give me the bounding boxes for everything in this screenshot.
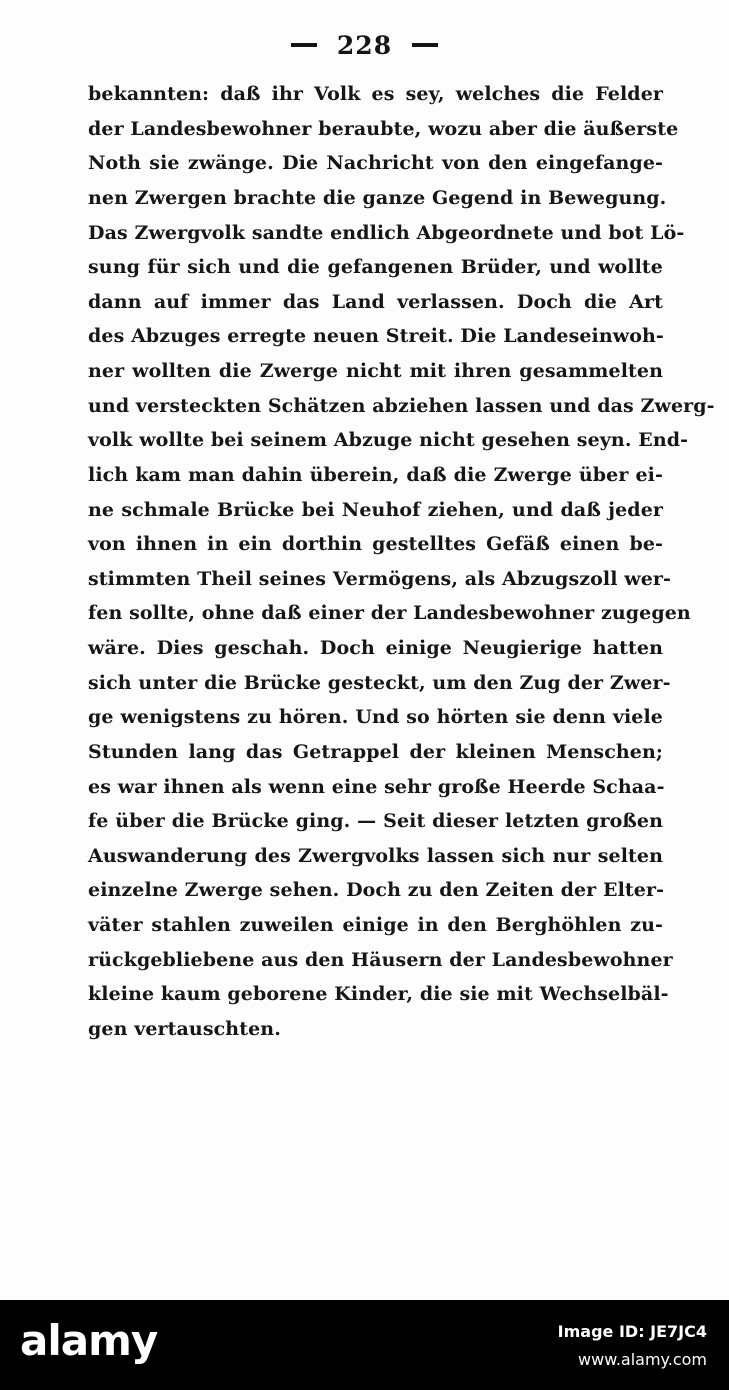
text-line: stimmten Theil seines Vermögens, als Abzugszoll wer- <box>88 567 671 590</box>
left-dash <box>291 43 317 47</box>
text-line: Stunden lang das Getrappel der kleinen Menschen; <box>88 740 663 763</box>
text-line: Das Zwergvolk sandte endlich Abgeordnete und bot Lö- <box>88 221 685 244</box>
text-line: gen vertauschten. <box>88 1017 281 1040</box>
text-line: der Landesbewohner beraubte, wozu aber die äußerste <box>88 117 679 140</box>
page-header <box>0 28 729 62</box>
text-line: einzelne Zwerge sehen. Doch zu den Zeiten der Elter- <box>88 879 665 902</box>
text-line: des Abzuges erregte neuen Streit. Die Landeseinwoh- <box>88 325 664 348</box>
text-line: Auswanderung des Zwergvolks lassen sich nur selten <box>88 844 663 867</box>
text-line: kleine kaum geborene Kinder, die sie mit Wechselbäl- <box>88 983 669 1006</box>
text-line: dann auf immer das Land verlassen. Doch die Art <box>88 290 663 313</box>
page-number: 228 <box>336 30 393 60</box>
text-line: fen sollte, ohne daß einer der Landesbewohner zugegen <box>88 602 691 625</box>
text-line: ge wenigstens zu hören. Und so hörten sie denn viele <box>88 706 663 729</box>
text-line: sung für sich und die gefangenen Brüder, und wollte <box>88 256 663 279</box>
text-line: wäre. Dies geschah. Doch einige Neugierige hatten <box>88 637 663 659</box>
watermark-footer <box>0 1300 729 1390</box>
text-line: väter stahlen zuweilen einige in den Berghöhlen zu- <box>88 914 663 936</box>
text-line: Noth sie zwänge. Die Nachricht von den eingefange- <box>88 152 663 175</box>
body-text <box>88 77 715 1047</box>
alamy-logo: alamy <box>20 1316 158 1365</box>
text-line: volk wollte bei seinem Abzuge nicht gesehen seyn. End- <box>88 429 689 452</box>
text-line: nen Zwergen brachte die ganze Gegend in Bewegung. <box>88 186 667 209</box>
text-line: sich unter die Brücke gesteckt, um den Zug der Zwer- <box>88 671 671 694</box>
text-line: und versteckten Schätzen abziehen lassen und das Zwerg- <box>88 394 715 417</box>
text-line: lich kam man dahin überein, daß die Zwerge über ei- <box>88 463 663 486</box>
text-line: von ihnen in ein dorthin gestelltes Gefäß einen be- <box>88 533 663 556</box>
footer-url: www.alamy.com <box>578 1350 707 1369</box>
text-line: ne schmale Brücke bei Neuhof ziehen, und daß jeder <box>88 498 663 521</box>
text-line: bekannten: daß ihr Volk es sey, welches die Felder <box>88 83 663 105</box>
text-line: ner wollten die Zwerge nicht mit ihren gesammelten <box>88 360 663 382</box>
text-line: es war ihnen als wenn eine sehr große Heerde Schaa- <box>88 775 665 798</box>
right-dash <box>412 43 438 47</box>
text-line: rückgebliebene aus den Häusern der Landesbewohner <box>88 948 673 971</box>
text-line: fe über die Brücke ging. — Seit dieser letzten großen <box>88 810 663 833</box>
image-id: Image ID: JE7JC4 <box>557 1322 707 1341</box>
